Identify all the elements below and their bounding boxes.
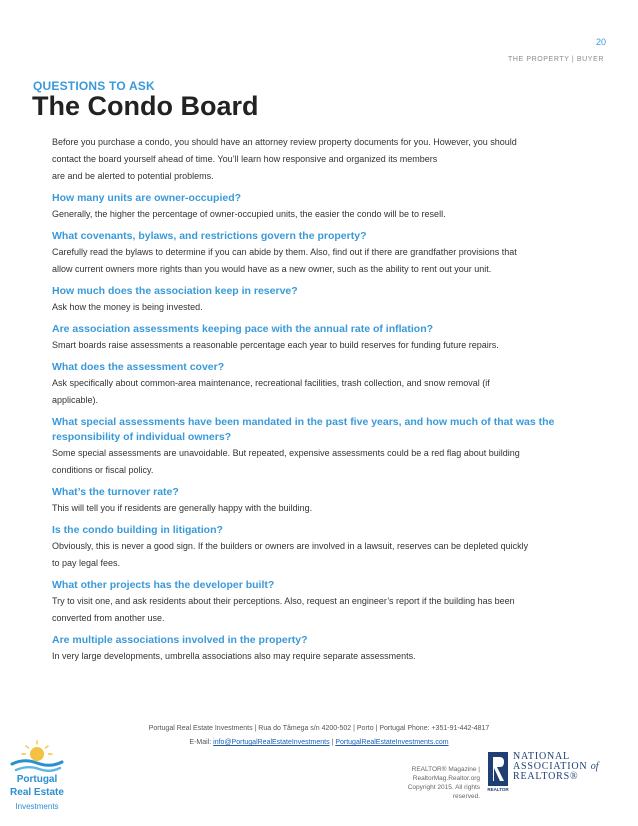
logo-text-line: Investments bbox=[15, 802, 59, 811]
realtor-r-icon bbox=[488, 752, 508, 786]
nar-line-part: ASSOCIATION bbox=[513, 761, 588, 772]
intro-line: Before you purchase a condo, you should have an attorney review property documents for you. However, you should bbox=[52, 137, 517, 147]
answer-text bbox=[52, 375, 607, 409]
qa-item bbox=[52, 284, 607, 316]
qa-item bbox=[52, 633, 607, 665]
qa-item bbox=[52, 415, 607, 479]
intro-paragraph bbox=[52, 134, 607, 185]
answer-line: Carefully read the bylaws to determine if you can abide by them. Also, find out if there are grandfather provisions that bbox=[52, 247, 517, 257]
section-eyebrow: QUESTIONS TO ASK bbox=[33, 79, 155, 93]
qa-item bbox=[52, 523, 607, 572]
answer-text bbox=[52, 445, 607, 479]
answer-text bbox=[52, 648, 607, 665]
question-line: Is the condo building in litigation? bbox=[52, 524, 223, 536]
question-heading bbox=[52, 578, 607, 593]
question-heading bbox=[52, 284, 607, 299]
qa-item bbox=[52, 485, 607, 517]
question-line: How many units are owner-occupied? bbox=[52, 192, 242, 204]
nar-line: REALTORS® bbox=[513, 771, 579, 782]
intro-line: contact the board yourself ahead of time. You’ll learn how responsive and organized its members bbox=[52, 154, 438, 164]
question-heading bbox=[52, 191, 607, 206]
answer-line: Smart boards raise assessments a reasonable percentage each year to build reserves for funding future repairs. bbox=[52, 340, 499, 350]
qa-item bbox=[52, 322, 607, 354]
question-heading bbox=[52, 322, 607, 337]
realtor-magazine-line: REALTOR® Magazine | RealtorMag.Realtor.org bbox=[411, 766, 480, 782]
answer-text bbox=[52, 593, 607, 627]
answer-line: applicable). bbox=[52, 395, 99, 405]
answer-text bbox=[52, 299, 607, 316]
answer-line: to pay legal fees. bbox=[52, 558, 121, 568]
qa-item bbox=[52, 191, 607, 223]
question-heading bbox=[52, 485, 607, 500]
qa-item bbox=[52, 360, 607, 409]
question-line: Are association assessments keeping pace with the annual rate of inflation? bbox=[52, 323, 434, 335]
question-heading bbox=[52, 633, 607, 648]
answer-line: Ask specifically about common-area maintenance, recreational facilities, trash collection, and snow removal (if bbox=[52, 378, 490, 388]
footer-contact-line bbox=[0, 739, 638, 746]
content bbox=[52, 134, 607, 665]
nar-logo bbox=[488, 752, 618, 794]
page-title: The Condo Board bbox=[32, 91, 259, 121]
footer-separator: | bbox=[329, 739, 336, 746]
answer-line: In very large developments, umbrella associations also may require separate assessments. bbox=[52, 651, 416, 661]
email-link[interactable]: info@PortugalRealEstateInvestments bbox=[213, 739, 330, 746]
footer-company-line: Portugal Real Estate Investments | Rua do Tâmega s/n 4200-502 | Porto | Portugal Phone: +351-91-442-4817 bbox=[148, 725, 490, 732]
question-line: responsibility of individual owners? bbox=[52, 431, 232, 443]
sun-and-waves-icon bbox=[4, 738, 70, 774]
question-line: What covenants, bylaws, and restrictions govern the property? bbox=[52, 230, 367, 242]
answer-line: Some special assessments are unavoidable. But repeated, expensive assessments could be a red flag about building bbox=[52, 448, 520, 458]
nar-line: NATIONAL bbox=[513, 751, 570, 762]
question-heading bbox=[52, 229, 607, 244]
answer-line: allow current owners more rights than you would have as a new owner, such as the ability to rent out your unit. bbox=[52, 264, 492, 274]
answer-text bbox=[52, 206, 607, 223]
intro-line: are and be alerted to potential problems. bbox=[52, 171, 214, 181]
answer-text bbox=[52, 538, 607, 572]
nar-wordmark bbox=[513, 752, 598, 782]
answer-line: Obviously, this is never a good sign. If the builders or owners are involved in a lawsuit, reserves can be depleted quickly bbox=[52, 541, 529, 551]
logo-text-line: Portugal bbox=[16, 774, 58, 785]
nar-line-part: of bbox=[590, 761, 599, 772]
answer-line: converted from another use. bbox=[52, 613, 165, 623]
realtor-badge-label: REALTOR bbox=[487, 787, 509, 792]
question-heading bbox=[52, 523, 607, 538]
answer-line: Try to visit one, and ask residents about their perceptions. Also, request an engineer’s report if the building has been bbox=[52, 596, 515, 606]
answer-text bbox=[52, 337, 607, 354]
email-label: E-Mail: bbox=[189, 739, 214, 746]
question-line: What special assessments have been mandated in the past five years, and how much of that was the bbox=[52, 416, 555, 428]
answer-line: Generally, the higher the percentage of owner-occupied units, the easier the condo will be to resell. bbox=[52, 209, 446, 219]
website-link[interactable]: PortugalRealEstateInvestments.com bbox=[335, 739, 449, 746]
portugal-real-estate-logo bbox=[4, 738, 70, 826]
question-line: How much does the association keep in reserve? bbox=[52, 285, 298, 297]
logo-text-line: Real Estate bbox=[10, 787, 64, 798]
question-heading bbox=[52, 360, 607, 375]
answer-line: conditions or fiscal policy. bbox=[52, 465, 154, 475]
answer-text bbox=[52, 500, 607, 517]
qa-item bbox=[52, 229, 607, 278]
answer-line: Ask how the money is being invested. bbox=[52, 302, 203, 312]
question-line: What other projects has the developer built? bbox=[52, 579, 275, 591]
question-line: Are multiple associations involved in the property? bbox=[52, 634, 308, 646]
question-heading bbox=[52, 415, 607, 445]
section-label: THE PROPERTY | BUYER bbox=[507, 56, 604, 63]
copyright-line: Copyright 2015. All rights reserved. bbox=[407, 784, 480, 800]
answer-text bbox=[52, 244, 607, 278]
qa-item bbox=[52, 578, 607, 627]
question-line: What’s the turnover rate? bbox=[52, 486, 179, 498]
question-line: What does the assessment cover? bbox=[52, 361, 225, 373]
realtor-magazine-credit bbox=[396, 765, 480, 801]
page-number: 20 bbox=[595, 37, 606, 47]
answer-line: This will tell you if residents are generally happy with the building. bbox=[52, 503, 313, 513]
